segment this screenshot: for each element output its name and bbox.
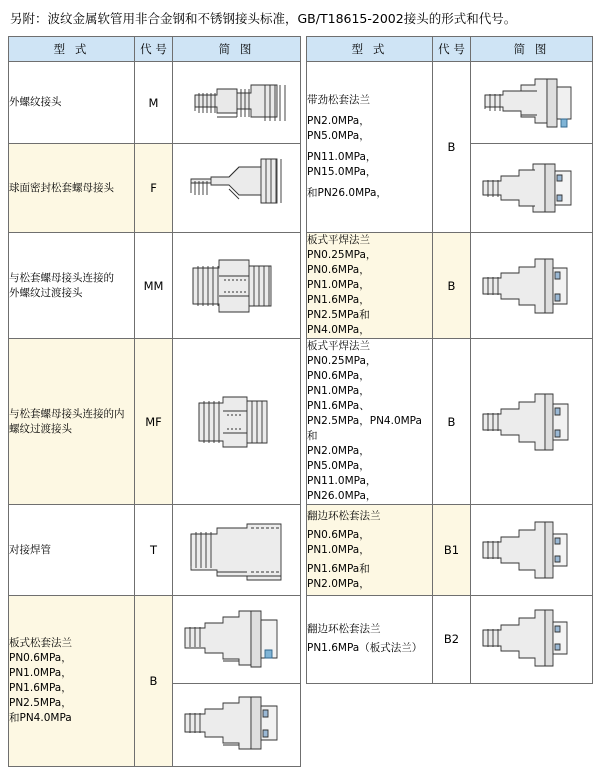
right-figure-1a <box>471 62 593 144</box>
flange-plate-flat-weld-icon <box>475 246 589 326</box>
left-type-6-line-0: 板式松套法兰 <box>9 637 72 649</box>
left-type-6 <box>9 596 135 767</box>
left-figure-1 <box>173 62 301 144</box>
right-type-4 <box>307 505 433 596</box>
header-figure-left: 简 图 <box>173 37 301 62</box>
flange-lap-joint-icon <box>475 508 589 592</box>
left-type-6-line-2: PN1.6MPa，PN2.5MPa， <box>9 682 72 709</box>
right-figure-3 <box>471 339 593 505</box>
flange-plate-flat-weld-2-icon <box>475 380 589 464</box>
fittings-table <box>8 36 593 767</box>
right-code-2: B <box>433 233 471 339</box>
right-spacer-figure <box>471 683 593 767</box>
fitting-male-thread-icon <box>177 67 297 139</box>
left-figure-6b <box>173 683 301 767</box>
right-type-1-line-2: PN11.0MPa，PN15.0MPa， <box>307 151 377 178</box>
fitting-male-transition-icon <box>177 244 297 328</box>
right-type-3-line-1: PN0.25MPa，PN0.6MPa， <box>307 355 377 382</box>
fitting-plate-loose-flange-icon-2 <box>177 686 297 764</box>
fitting-spherical-nut-icon <box>177 149 297 227</box>
right-type-1-line-1: PN2.0MPa，PN5.0MPa， <box>307 115 370 142</box>
table-row <box>9 233 593 339</box>
right-figure-1b <box>471 144 593 233</box>
left-figure-5 <box>173 505 301 596</box>
fitting-plate-loose-flange-icon <box>177 598 297 680</box>
right-type-3-line-2: PN1.0MPa，PN1.6MPa、 <box>307 385 370 412</box>
right-type-1-line-0: 带劲松套法兰 <box>307 94 370 106</box>
right-type-2 <box>307 233 433 339</box>
right-type-2-line-3: PN2.5MPa和PN4.0MPa， <box>307 309 370 336</box>
fitting-female-transition-icon <box>177 381 297 463</box>
right-type-3 <box>307 339 433 505</box>
left-code-4: MF <box>135 339 173 505</box>
right-code-1: B <box>433 62 471 233</box>
right-type-3-line-0: 板式平焊法兰 <box>307 340 370 352</box>
right-type-5-line-1: PN1.6MPa（板式法兰） <box>307 642 423 655</box>
right-type-2-line-2: PN1.0MPa，PN1.6MPa， <box>307 279 370 306</box>
right-type-2-line-0: 板式平焊法兰 <box>307 234 370 246</box>
right-type-4-line-1: PN0.6MPa，PN1.0MPa， <box>307 528 370 556</box>
left-code-6: B <box>135 596 173 767</box>
left-type-4: 与松套螺母接头连接的内 螺纹过渡接头 <box>9 339 135 505</box>
right-type-4-line-2: PN1.6MPa和PN2.0MPa， <box>307 562 370 590</box>
table-row <box>9 339 593 505</box>
left-code-3: MM <box>135 233 173 339</box>
header-figure-right: 简 图 <box>471 37 593 62</box>
right-type-3-line-3: PN2.5MPa，PN4.0MPa和 <box>307 415 422 442</box>
right-type-5-line-0: 翻边环松套法兰 <box>307 623 381 636</box>
header-code-left: 代 号 <box>135 37 173 62</box>
right-code-4: B1 <box>433 505 471 596</box>
right-spacer-code <box>433 683 471 767</box>
header-type-right: 型 式 <box>307 37 433 62</box>
right-type-4-line-0: 翻边环松套法兰 <box>307 509 381 522</box>
left-figure-6a <box>173 596 301 684</box>
right-type-2-line-1: PN0.25MPa，PN0.6MPa， <box>307 249 377 276</box>
table-row <box>9 505 593 596</box>
fitting-butt-weld-pipe-icon <box>177 508 297 592</box>
flange-ribbed-loose-icon-2 <box>475 151 589 225</box>
left-type-5: 对接焊管 <box>9 505 135 596</box>
page-title: 另附：波纹金属软管用非合金钢和不锈钢接头标准，GB/T18615-2002接头的形式和代号。 <box>10 11 517 26</box>
header-type-left: 型 式 <box>9 37 135 62</box>
left-figure-4 <box>173 339 301 505</box>
table-row <box>9 62 593 144</box>
left-code-5: T <box>135 505 173 596</box>
right-code-5: B2 <box>433 596 471 684</box>
right-type-5 <box>307 596 433 684</box>
left-type-1: 外螺纹接头 <box>9 62 135 144</box>
left-code-2: F <box>135 144 173 233</box>
right-type-3-line-4: PN2.0MPa，PN5.0MPa， <box>307 445 370 472</box>
flange-lap-joint-2-icon <box>475 598 589 680</box>
table-row <box>9 144 593 233</box>
flange-ribbed-loose-icon <box>475 69 589 137</box>
left-type-6-line-3: 和PN4.0MPa <box>9 712 72 724</box>
right-type-1 <box>307 62 433 233</box>
header-code-right: 代 号 <box>433 37 471 62</box>
right-type-1-line-3: 和PN26.0MPa， <box>307 187 387 199</box>
table-row <box>9 596 593 684</box>
right-code-3: B <box>433 339 471 505</box>
right-figure-5 <box>471 596 593 684</box>
table-header-row <box>9 37 593 62</box>
right-figure-2 <box>471 233 593 339</box>
left-type-2: 球面密封松套螺母接头 <box>9 144 135 233</box>
left-figure-2 <box>173 144 301 233</box>
right-type-3-line-5: PN11.0MPa，PN26.0MPa， <box>307 475 377 502</box>
left-type-3: 与松套螺母接头连接的 外螺纹过渡接头 <box>9 233 135 339</box>
column-gap <box>301 144 307 233</box>
right-figure-4 <box>471 505 593 596</box>
left-figure-3 <box>173 233 301 339</box>
right-spacer-type <box>307 683 433 767</box>
left-code-1: M <box>135 62 173 144</box>
left-type-6-line-1: PN0.6MPa，PN1.0MPa， <box>9 652 72 679</box>
